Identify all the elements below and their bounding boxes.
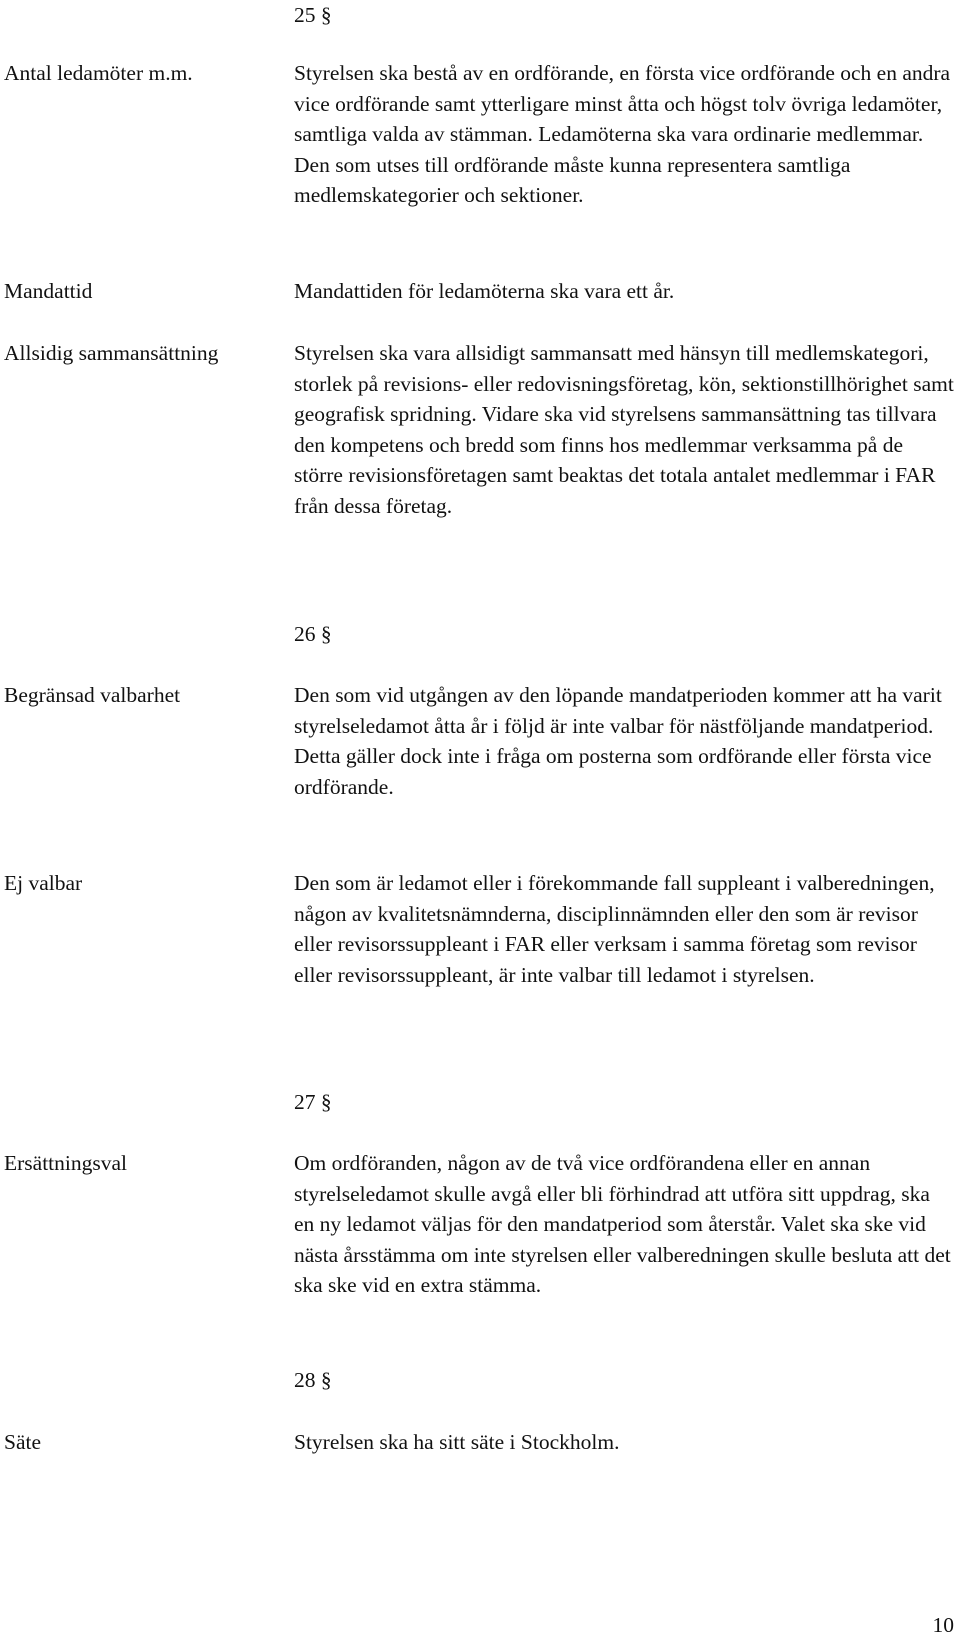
paragraph-sate: Styrelsen ska ha sitt säte i Stockholm.	[294, 1430, 620, 1454]
section-heading-27: 27 §	[294, 1090, 332, 1114]
margin-label-mandattid: Mandattid	[4, 279, 93, 303]
margin-label-sate: Säte	[4, 1430, 42, 1454]
paragraph-allsidig-sammansattning: Styrelsen ska vara allsidigt sammansatt med hänsyn till medlemskategori, storlek på revisions- eller redovisningsföretag, kön, sektionstillhörighet samt geografisk spridning. Vidare ska vid styrelsens sammansättning tas tillvara den kompetens och bredd som finns hos medlemmar verksamma på de större revisionsföretagen samt beaktas det totala antalet medlemmar i FAR från dessa företag.	[294, 341, 954, 518]
section-heading-25: 25 §	[294, 3, 332, 27]
margin-label-begransad-valbarhet: Begränsad valbarhet	[4, 683, 181, 707]
margin-label-ej-valbar: Ej valbar	[4, 871, 83, 895]
paragraph-ersattningsval: Om ordföranden, någon av de två vice ordförandena eller en annan styrelseledamot skulle avgå eller bli förhindrad att utföra sitt uppdrag, ska en ny ledamot väljas för den mandatperiod som återstår. Valet ska ske vid nästa årsstämma om inte styrelsen eller valberedningen skulle besluta att det ska ske vid en extra stämma.	[294, 1151, 951, 1297]
margin-label-ersattningsval: Ersättningsval	[4, 1151, 128, 1175]
paragraph-antal-ledamoter: Styrelsen ska bestå av en ordförande, en första vice ordförande och en andra vice ordförande samt ytterligare minst åtta och högst tolv övriga ledamöter, samtliga valda av stämman. Ledamöterna ska vara ordinarie medlemmar. Den som utses till ordförande måste kunna representera samtliga medlemskategorier och sektioner.	[294, 61, 951, 207]
margin-label-antal-ledamoter: Antal ledamöter m.m.	[4, 61, 193, 85]
section-heading-26: 26 §	[294, 622, 332, 646]
paragraph-begransad-valbarhet: Den som vid utgången av den löpande mandatperioden kommer att ha varit styrelseledamot åtta år i följd är inte valbar för nästföljande mandatperiod. Detta gäller dock inte i fråga om posterna som ordförande eller första vice ordförande.	[294, 683, 942, 799]
paragraph-mandattid: Mandattiden för ledamöterna ska vara ett år.	[294, 279, 675, 303]
margin-label-allsidig-sammansattning: Allsidig sammansättning	[4, 341, 219, 365]
page-number: 10	[932, 1613, 954, 1637]
paragraph-ej-valbar: Den som är ledamot eller i förekommande fall suppleant i valberedningen, någon av kvalitetsnämnderna, disciplinnämnden eller den som är revisor eller revisorssuppleant i FAR eller verksam i samma företag som revisor eller revisorssuppleant, är inte valbar till ledamot i styrelsen.	[294, 871, 935, 987]
section-heading-28: 28 §	[294, 1368, 332, 1392]
